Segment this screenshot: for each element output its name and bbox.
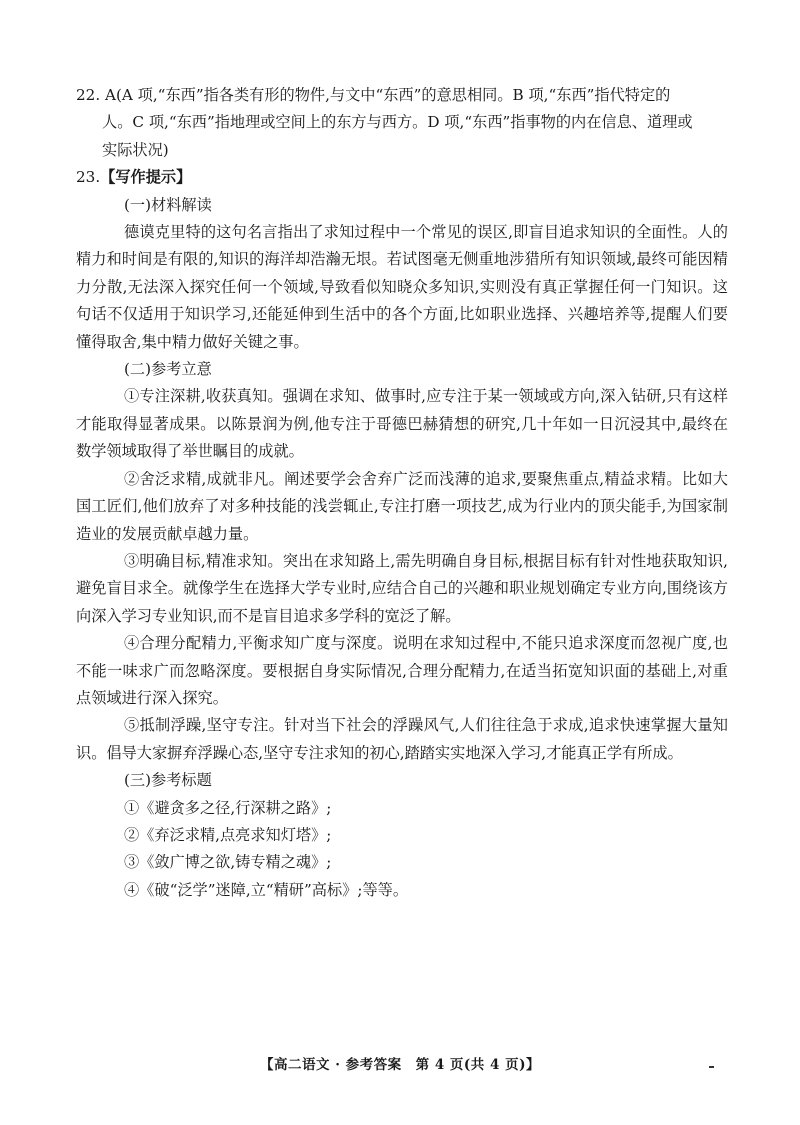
q22-line-2: 人。C 项,“东西”指地理或空间上的东方与西方。D 项,“东西”指事物的内在信息、道理或 xyxy=(102,113,693,132)
section-1-title: (一)材料解读 xyxy=(124,195,212,214)
q22-line-3: 实际状况) xyxy=(102,140,169,159)
title-option-1: ①《避贪多之径,行深耕之路》; xyxy=(124,798,332,817)
point-1: ①专注深耕,收获真知。强调在求知、做事时,应专注于某一领域或方向,深入钻研,只有这样才能取得显著成果。以陈景润为例,他专注于哥德巴赫猜想的研究,几十年如一日沉浸其中,最终在数学领域取得了举世瞩目的成就。 xyxy=(76,387,728,461)
point-4: ④合理分配精力,平衡求知广度与深度。说明在求知过程中,不能只追求深度而忽视广度,也不能一味求广而忽略深度。要根据自身实际情况,合理分配精力,在适当拓宽知识面的基础上,对重点领域进行深入探究。 xyxy=(76,634,728,707)
q22-line-1: 22. A(A 项,“东西”指各类有形的物件,与文中“东西”的意思相同。B 项,“东西”指代特定的 xyxy=(76,86,671,104)
q23-header xyxy=(76,164,728,191)
q23-heading: 【写作提示】 xyxy=(100,168,192,187)
title-option-4: ④《破“泛学”迷障,立“精研”高标》;等等。 xyxy=(124,880,409,899)
section-1-paragraph: 德谟克里特的这句名言指出了求知过程中一个常见的误区,即盲目追求知识的全面性。人的精力和时间是有限的,知识的海洋却浩瀚无垠。若试图毫无侧重地涉猎所有知识领域,最终可能因精力分散,无法深入探究任何一个领域,导致看似知晓众多知识,实则没有真正掌握任何一门知识。这句话不仅适用于知识学习,还能延伸到生活中的各个方面,比如职业选择、兴趣培养等,提醒人们要懂得取舍,集中精力做好关键之事。 xyxy=(76,223,728,351)
section-3-title: (三)参考标题 xyxy=(124,771,212,790)
corner-mark xyxy=(709,1066,714,1068)
q23-number: 23. xyxy=(76,168,101,187)
title-option-3: ③《敛广博之欲,铸专精之魂》; xyxy=(124,853,332,872)
answer-content xyxy=(76,82,728,904)
page-footer: 【高二语文 · 参考答案 第 4 页(共 4 页)】 xyxy=(260,1057,540,1073)
section-2-title: (二)参考立意 xyxy=(124,360,212,379)
point-2: ②舍泛求精,成就非凡。阐述要学会舍弃广泛而浅薄的追求,要聚焦重点,精益求精。比如大国工匠们,他们放弃了对多种技能的浅尝辄止,专注打磨一项技艺,成为行业内的顶尖能手,为国家制造业的发展贡献卓越力量。 xyxy=(76,469,728,543)
point-5: ⑤抵制浮躁,坚守专注。针对当下社会的浮躁风气,人们往往急于求成,追求快速掌握大量知识。倡导大家摒弃浮躁心态,坚守专注求知的初心,踏踏实实地深入学习,才能真正学有所成。 xyxy=(76,716,728,762)
title-option-2: ②《弃泛求精,点亮求知灯塔》; xyxy=(124,825,332,844)
point-3: ③明确目标,精准求知。突出在求知路上,需先明确自身目标,根据目标有针对性地获取知识,避免盲目求全。就像学生在选择大学专业时,应结合自己的兴趣和职业规划确定专业方向,围绕该方向深入学习专业知识,而不是盲目追求多学科的宽泛了解。 xyxy=(76,551,728,625)
